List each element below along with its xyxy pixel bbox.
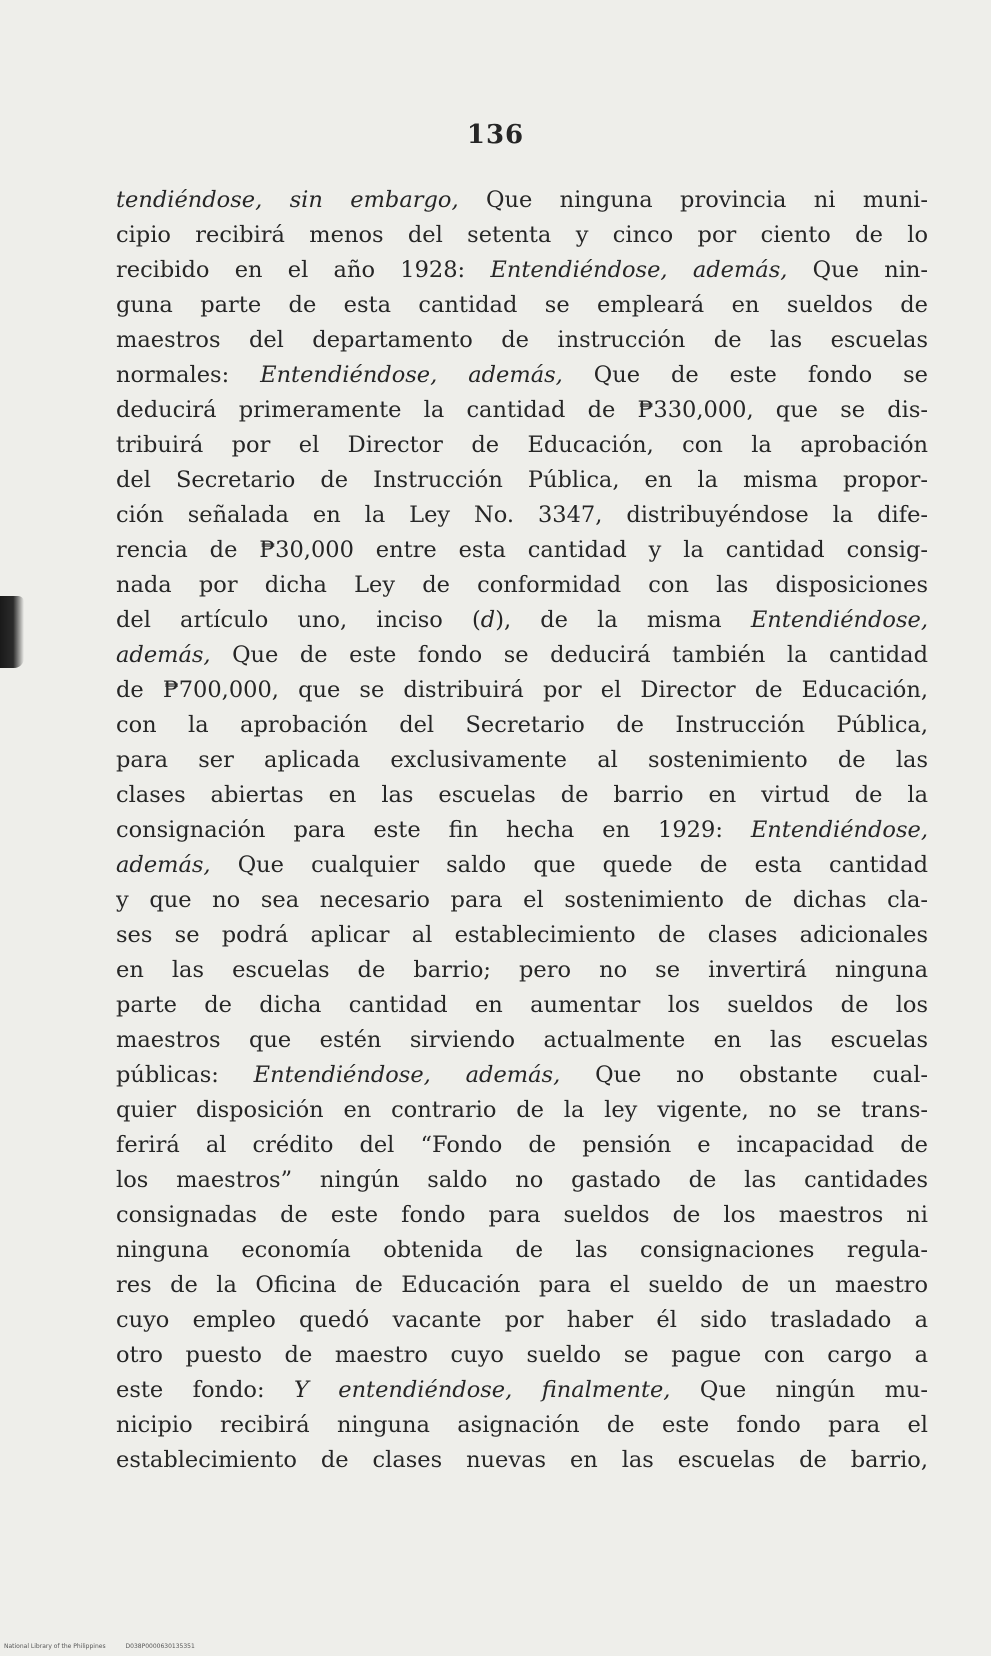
text-line <box>116 1373 928 1408</box>
text-segment: y que no sea necesario para el sostenimiento de dichas cla- <box>116 887 928 913</box>
italic-phrase: Entendiéndose, además, <box>260 362 563 388</box>
text-segment: ción señalada en la Ley No. 3347, distribuyéndose la dife- <box>116 502 928 528</box>
text-segment: ninguna economía obtenida de las consignaciones regula- <box>116 1237 928 1263</box>
text-line <box>116 253 928 288</box>
text-segment: Que no obstante cual- <box>560 1062 928 1088</box>
text-segment: de ₱700,000, que se distribuirá por el Director de Educación, <box>116 677 928 703</box>
text-line <box>116 743 928 778</box>
text-line <box>116 428 928 463</box>
italic-phrase: Entendiéndose, además, <box>253 1062 561 1088</box>
text-segment: res de la Oficina de Educación para el sueldo de un maestro <box>116 1272 928 1298</box>
footer-library: National Library of the Philippines <box>4 1643 106 1650</box>
italic-phrase: además, <box>116 642 211 668</box>
text-line <box>116 183 928 218</box>
binding-shadow-mark <box>0 596 24 668</box>
text-segment: maestros que estén sirviendo actualmente en las escuelas <box>116 1027 928 1053</box>
text-line <box>116 638 928 673</box>
text-segment: públicas: <box>116 1062 254 1088</box>
text-line <box>116 673 928 708</box>
text-line <box>116 498 928 533</box>
text-line <box>116 813 928 848</box>
text-segment: del Secretario de Instrucción Pública, en la misma propor- <box>116 467 928 493</box>
italic-phrase: Entendiéndose, además, <box>490 257 788 283</box>
text-segment: con la aprobación del Secretario de Instrucción Pública, <box>116 712 928 738</box>
text-line <box>116 988 928 1023</box>
text-segment: consignación para este fin hecha en 1929: <box>116 817 751 843</box>
text-segment: rencia de ₱30,000 entre esta cantidad y la cantidad consig- <box>116 537 928 563</box>
text-segment: ferirá al crédito del “Fondo de pensión e incapacidad de <box>116 1132 928 1158</box>
text-segment: Que de este fondo se deducirá también la cantidad <box>210 642 928 668</box>
text-line <box>116 1338 928 1373</box>
text-segment: Que cualquier saldo que quede de esta cantidad <box>210 852 928 878</box>
text-line <box>116 393 928 428</box>
text-segment: del artículo uno, inciso ( <box>116 607 481 633</box>
text-segment: los maestros” ningún saldo no gastado de las cantidades <box>116 1167 928 1193</box>
text-segment: ), de la misma <box>495 607 751 633</box>
page-number: 136 <box>466 120 525 150</box>
text-line <box>116 288 928 323</box>
text-line <box>116 708 928 743</box>
text-line <box>116 1058 928 1093</box>
text-line <box>116 918 928 953</box>
text-line <box>116 848 928 883</box>
text-line <box>116 1023 928 1058</box>
text-segment: nicipio recibirá ninguna asignación de este fondo para el <box>116 1412 928 1438</box>
text-segment: Que ninguna provincia ni muni- <box>458 187 928 213</box>
text-line <box>116 883 928 918</box>
italic-phrase: tendiéndose, sin embargo, <box>116 187 459 213</box>
text-line <box>116 533 928 568</box>
text-line <box>116 1128 928 1163</box>
text-line <box>116 358 928 393</box>
text-segment: otro puesto de maestro cuyo sueldo se pague con cargo a <box>116 1342 928 1368</box>
italic-phrase: Entendiéndose, <box>750 817 928 843</box>
text-segment: clases abiertas en las escuelas de barrio en virtud de la <box>116 782 928 808</box>
italic-phrase: además, <box>116 852 211 878</box>
text-segment: consignadas de este fondo para sueldos de los maestros ni <box>116 1202 928 1228</box>
text-segment: Que de este fondo se <box>562 362 928 388</box>
text-line <box>116 1408 928 1443</box>
text-line <box>116 1198 928 1233</box>
text-line <box>116 953 928 988</box>
text-segment: deducirá primeramente la cantidad de ₱330,000, que se dis- <box>116 397 928 423</box>
text-line <box>116 603 928 638</box>
italic-phrase: d <box>480 607 496 633</box>
text-line <box>116 1268 928 1303</box>
text-line <box>116 1093 928 1128</box>
text-line <box>116 778 928 813</box>
text-segment: guna parte de esta cantidad se empleará en sueldos de <box>116 292 928 318</box>
text-segment: establecimiento de clases nuevas en las escuelas de barrio, <box>116 1447 928 1473</box>
text-segment: cipio recibirá menos del setenta y cinco por ciento de lo <box>116 222 928 248</box>
italic-phrase: Y entendiéndose, finalmente, <box>293 1377 671 1403</box>
text-segment: tribuirá por el Director de Educación, con la aprobación <box>116 432 928 458</box>
text-line <box>116 1303 928 1338</box>
text-line <box>116 1163 928 1198</box>
text-line <box>116 323 928 358</box>
text-segment: parte de dicha cantidad en aumentar los sueldos de los <box>116 992 928 1018</box>
text-segment: para ser aplicada exclusivamente al sostenimiento de las <box>116 747 928 773</box>
italic-phrase: Entendiéndose, <box>750 607 928 633</box>
text-line <box>116 1233 928 1268</box>
text-segment: maestros del departamento de instrucción de las escuelas <box>116 327 928 353</box>
text-segment: Que nin- <box>787 257 928 283</box>
scan-footer <box>4 1643 213 1650</box>
text-segment: este fondo: <box>116 1377 294 1403</box>
text-line <box>116 568 928 603</box>
text-segment: Que ningún mu- <box>670 1377 928 1403</box>
text-segment: quier disposición en contrario de la ley vigente, no se trans- <box>116 1097 928 1123</box>
text-line <box>116 1443 928 1478</box>
text-segment: normales: <box>116 362 261 388</box>
text-line <box>116 218 928 253</box>
text-segment: en las escuelas de barrio; pero no se invertirá ninguna <box>116 957 928 983</box>
text-segment: recibido en el año 1928: <box>116 257 491 283</box>
text-segment: cuyo empleo quedó vacante por haber él sido trasladado a <box>116 1307 928 1333</box>
text-line <box>116 463 928 498</box>
body-text <box>116 183 928 1478</box>
text-segment: ses se podrá aplicar al establecimiento de clases adicionales <box>116 922 928 948</box>
footer-code: D038P0000630135351 <box>125 1643 195 1650</box>
text-segment: nada por dicha Ley de conformidad con las disposiciones <box>116 572 928 598</box>
